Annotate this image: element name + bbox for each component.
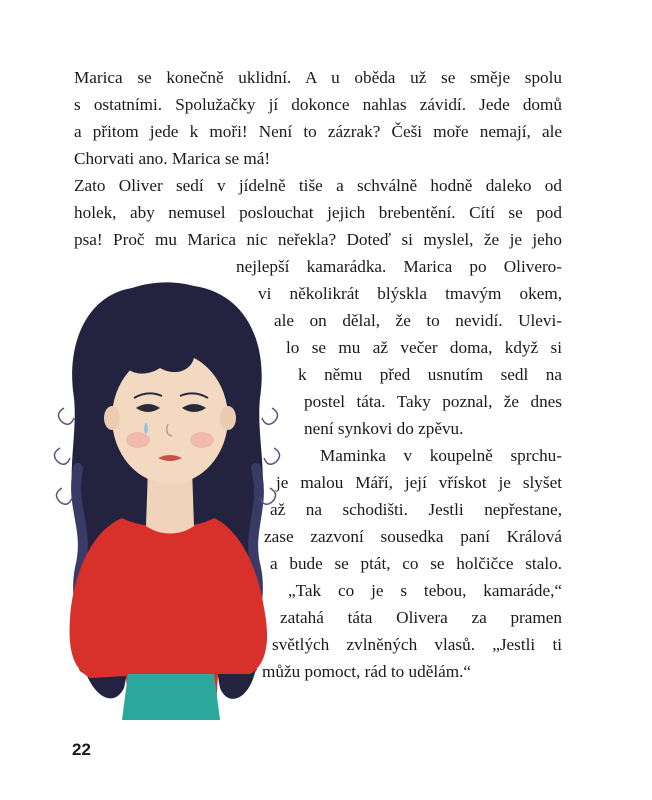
- text-line: „Tak co je s tebou, kamaráde,“: [288, 581, 562, 600]
- text-line: Maminka v koupelně sprchu-: [320, 446, 562, 465]
- text-line: a přitom jede k moři! Není to zázrak? Češi moře nemají, ale: [74, 122, 562, 141]
- text-line: vi několikrát blýskla tmavým okem,: [258, 284, 562, 303]
- face: [112, 352, 228, 484]
- text-line: k němu před usnutím sedl na: [298, 365, 562, 384]
- text-line: Marica se konečně uklidní. A u oběda už se směje spolu: [74, 68, 562, 87]
- text-line: lo se mu až večer doma, když si: [286, 338, 562, 357]
- text-line: nejlepší kamarádka. Marica po Olivero-: [236, 257, 562, 276]
- text-line: světlých zvlněných vlasů. „Jestli ti: [272, 635, 562, 654]
- text-line: až na schodišti. Jestli nepřestane,: [270, 500, 562, 519]
- text-line: holek, aby nemusel poslouchat jejich brebentění. Cítí se pod: [74, 203, 562, 222]
- text-line: zase zazvoní sousedka paní Králová: [264, 527, 562, 546]
- text-line: Chorvati ano. Marica se má!: [74, 149, 271, 168]
- green-pants: [122, 674, 220, 720]
- text-line: a bude se ptát, co se holčičce stalo.: [270, 554, 562, 573]
- text-line: zatahá táta Olivera za pramen: [280, 608, 562, 627]
- text-line: Zato Oliver sedí v jídelně tiše a schválně hodně daleko od: [74, 176, 562, 195]
- text-line: je malou Máří, její vřískot je slyšet: [276, 473, 562, 492]
- page-number: 22: [72, 740, 91, 759]
- text-line: postel táta. Taky poznal, že dnes: [304, 392, 562, 411]
- text-line: není synkovi do zpěvu.: [304, 419, 464, 438]
- text-line: ale on dělal, že to nevidí. Ulevi-: [274, 311, 562, 330]
- text-line: s ostatními. Spolužačky jí dokonce nahlas závidí. Jede domů: [74, 95, 562, 114]
- girl-illustration: [44, 268, 294, 720]
- text-line: můžu pomoct, rád to udělám.“: [262, 662, 472, 681]
- text-line: psa! Proč mu Marica nic neřekla? Doteď si myslel, že je jeho: [74, 230, 562, 249]
